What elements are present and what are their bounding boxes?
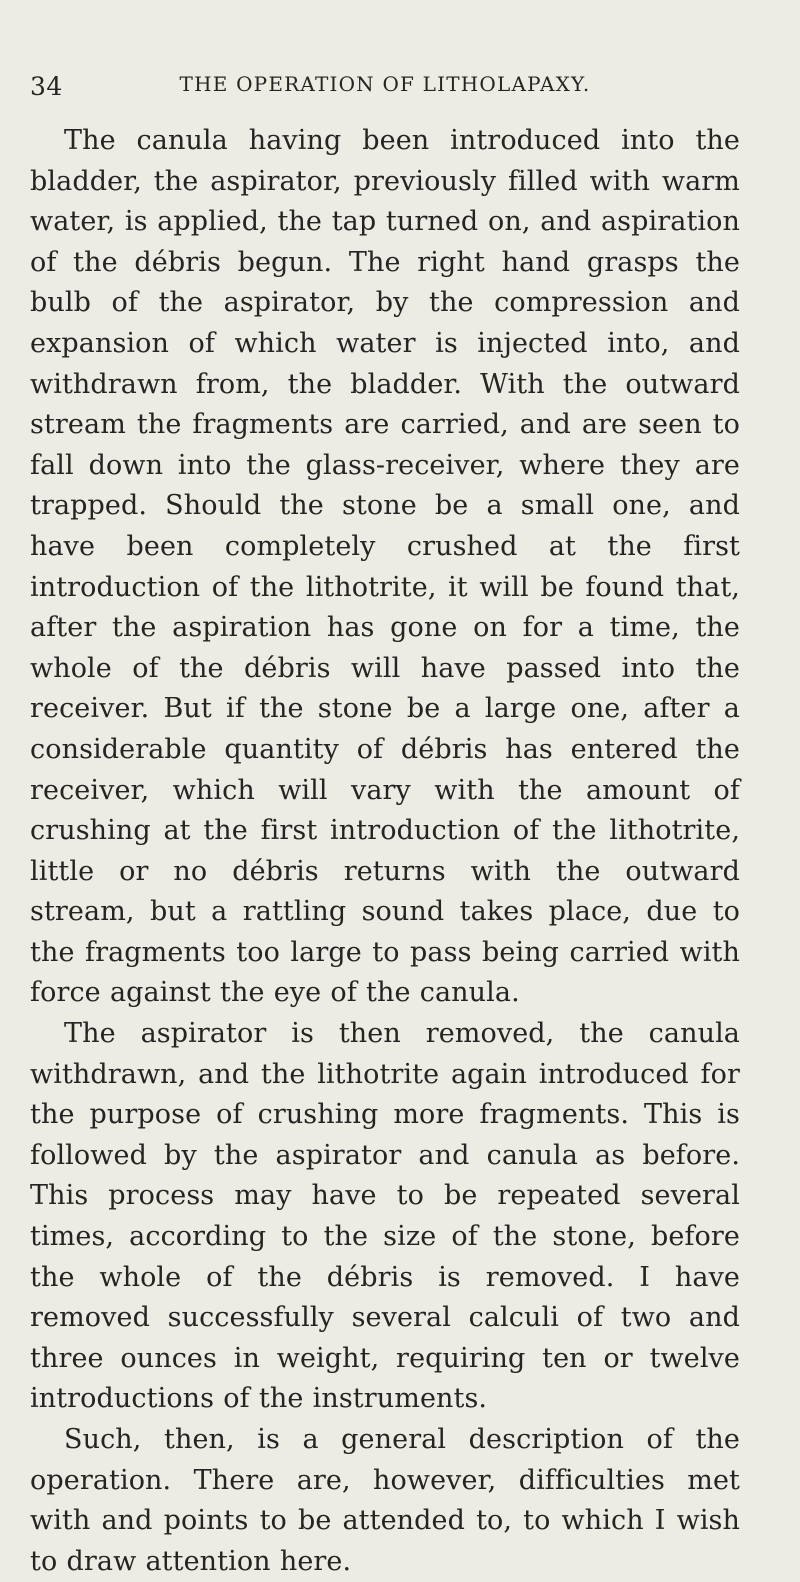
page-number: 34 bbox=[30, 72, 63, 101]
paragraph-aspiration: The canula having been introduced into the bladder, the aspirator, previously filled with warm water, is applied, the tap turned on, and aspiration of the débris begun. The right hand grasps the bulb of the aspirator, by the compression and expansion of which water is injected into, and withdrawn from, the bladder. With the outward stream the fragments are carried, and are seen to fall down into the glass-receiver, where they are trapped. Should the stone be a small one, and have been completely crushed at the first introduction of the lithotrite, it will be found that, after the aspiration has gone on for a time, the whole of the débris will have passed into the receiver. But if the stone be a large one, after a considerable quantity of débris has entered the receiver, which will vary with the amount of crushing at the first introduction of the lithotrite, little or no débris returns with the outward stream, but a rattling sound takes place, due to the fragments too large to pass being carried with force against the eye of the canula. bbox=[30, 125, 740, 1009]
page-header bbox=[30, 72, 740, 104]
body-text bbox=[30, 121, 740, 1582]
paragraph-repetition: The aspirator is then removed, the canula withdrawn, and the lithotrite again introduced for the purpose of crushing more fragments. This is followed by the aspirator and canula as before. This process may have to be repeated several times, according to the size of the stone, before the whole of the débris is removed. I have removed successfully several calculi of two and three ounces in weight, requiring ten or twelve introductions of the instruments. bbox=[30, 1018, 740, 1415]
running-title: THE OPERATION OF LITHOLAPAXY. bbox=[179, 72, 591, 96]
paragraph-summary: Such, then, is a general description of the operation. There are, however, difficulties met with and points to be attended to, to which I wish to draw attention here. bbox=[30, 1424, 740, 1577]
